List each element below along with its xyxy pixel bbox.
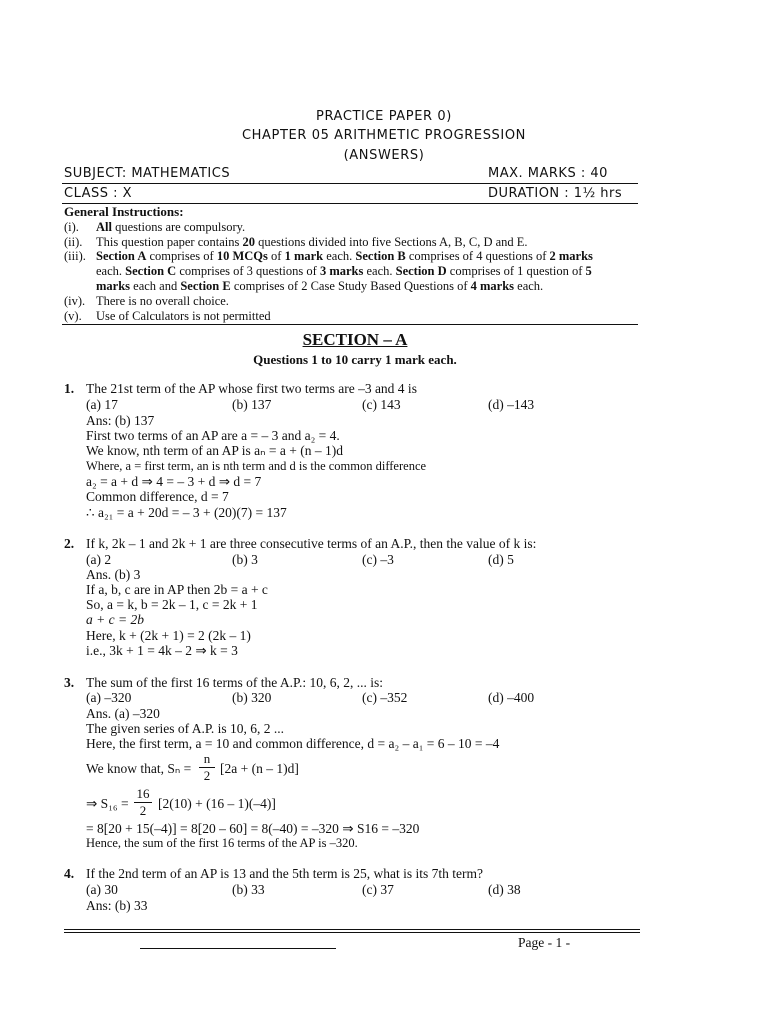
instruction-item (64, 235, 593, 250)
section-subtitle: Questions 1 to 10 carry 1 mark each. (253, 352, 457, 367)
option-b: (b) 33 (232, 882, 265, 897)
option-d: (d) –400 (488, 690, 535, 705)
option-c: (c) 143 (362, 397, 401, 412)
question-text: The 21st term of the AP whose first two terms are –3 and 4 is (86, 381, 417, 396)
solution-line: The given series of A.P. is 10, 6, 2 ... (86, 721, 284, 736)
section-title: SECTION – A (302, 330, 408, 349)
option-a: (a) –320 (86, 690, 132, 705)
solution-line: If a, b, c are in AP then 2b = a + c (86, 582, 268, 597)
answer-line: Ans. (b) 3 (86, 567, 141, 582)
formula-rhs: [2(10) + (16 – 1)(–4)] (158, 796, 276, 811)
question-text: If the 2nd term of an AP is 13 and the 5th term is 25, what is its 7th term? (86, 866, 483, 881)
instruction-text: Use of Calculators is not permitted (96, 308, 271, 323)
option-d: (d) –143 (488, 397, 535, 412)
instruction-text: This question paper contains 20 questions divided into five Sections A, B, C, D and E. (96, 234, 528, 249)
option-c: (c) –3 (362, 552, 394, 567)
option-b: (b) 137 (232, 397, 272, 412)
option-c: (c) 37 (362, 882, 394, 897)
instruction-item (64, 249, 593, 264)
paper-title: PRACTICE PAPER 0) (316, 109, 452, 124)
instructions-list (64, 220, 593, 324)
solution-line: a + c = 2b (86, 612, 144, 627)
question-number: 3. (64, 675, 75, 690)
page-number: Page - 1 - (518, 935, 571, 950)
answer-line: Ans. (a) –320 (86, 706, 160, 721)
instruction-text: There is no overall choice. (96, 293, 229, 308)
solution-line: Common difference, d = 7 (86, 489, 229, 504)
solution-line: Hence, the sum of the first 16 terms of the AP is –320. (86, 836, 358, 850)
duration-label: DURATION : 1½ hrs (488, 186, 623, 201)
solution-line: So, a = k, b = 2k – 1, c = 2k + 1 (86, 597, 258, 612)
subject-label: SUBJECT: MATHEMATICS (64, 166, 231, 181)
formula-lhs: We know that, Sₙ = (86, 761, 192, 776)
instructions-heading: General Instructions: (64, 204, 184, 219)
answer-line: Ans: (b) 33 (86, 898, 148, 913)
formula-lhs: ⇒ S₁₆ = (86, 796, 129, 811)
instruction-text: each. Section C comprises of 3 questions of 3 marks each. Section D comprises of 1 question of 5 (96, 264, 592, 279)
option-a: (a) 30 (86, 882, 118, 897)
instruction-number: (ii). (64, 234, 83, 249)
fraction-denominator: 2 (139, 803, 147, 818)
instruction-number: (v). (64, 308, 82, 323)
answer-line: Ans: (b) 137 (86, 413, 155, 428)
instruction-item (64, 309, 593, 324)
footer-signature-line (140, 948, 336, 949)
option-b: (b) 3 (232, 552, 258, 567)
option-c: (c) –352 (362, 690, 408, 705)
solution-line: Here, the first term, a = 10 and common difference, d = a₂ – a₁ = 6 – 10 = –4 (86, 736, 500, 751)
option-d: (d) 38 (488, 882, 521, 897)
instruction-item (64, 294, 593, 309)
fraction-numerator: 16 (136, 786, 150, 801)
instruction-number: (iii). (64, 249, 86, 264)
instruction-number: (i). (64, 219, 79, 234)
solution-line: ∴ a₂₁ = a + 20d = – 3 + (20)(7) = 137 (86, 505, 287, 520)
question-number: 4. (64, 866, 75, 881)
instruction-text: marks each and Section E comprises of 2 Case Study Based Questions of 4 marks each. (96, 278, 544, 293)
question-text: The sum of the first 16 terms of the A.P.: 10, 6, 2, ... is: (86, 675, 383, 690)
answers-label: (ANSWERS) (343, 148, 425, 163)
chapter-title: CHAPTER 05 ARITHMETIC PROGRESSION (242, 128, 526, 143)
option-a: (a) 2 (86, 552, 112, 567)
footer-rule-top (64, 929, 640, 930)
option-d: (d) 5 (488, 552, 514, 567)
solution-line: We know, nth term of an AP is aₙ = a + (n – 1)d (86, 443, 343, 458)
instruction-item (64, 220, 593, 235)
question-number: 2. (64, 536, 75, 551)
fraction-numerator: n (203, 751, 211, 766)
instruction-item (64, 264, 593, 279)
header-divider (62, 183, 638, 184)
footer-rule-bottom (64, 932, 640, 933)
solution-line: = 8[20 + 15(–4)] = 8[20 – 60] = 8(–40) = –320 ⇒ S16 = –320 (86, 821, 420, 836)
general-instructions (64, 205, 593, 323)
instruction-text: Section A comprises of 10 MCQs of 1 mark each. Section B comprises of 4 questions of 2 marks (96, 249, 593, 264)
solution-line: a₂ = a + d ⇒ 4 = – 3 + d ⇒ d = 7 (86, 474, 262, 489)
question-number: 1. (64, 381, 75, 396)
fraction-denominator: 2 (203, 768, 211, 783)
solution-line: i.e., 3k + 1 = 4k – 2 ⇒ k = 3 (86, 643, 238, 658)
instruction-text: All questions are compulsory. (96, 219, 246, 234)
max-marks-label: MAX. MARKS : 40 (488, 166, 608, 181)
instruction-number: (iv). (64, 293, 86, 308)
class-label: CLASS : X (64, 186, 133, 201)
instructions-divider (62, 324, 638, 325)
question-text: If k, 2k – 1 and 2k + 1 are three consecutive terms of an A.P., then the value of k is: (86, 536, 537, 551)
option-a: (a) 17 (86, 397, 118, 412)
instruction-item (64, 279, 593, 294)
solution-line: Where, a = first term, an is nth term and d is the common difference (86, 459, 427, 473)
solution-line: First two terms of an AP are a = – 3 and a₂ = 4. (86, 428, 340, 443)
formula-rhs: [2a + (n – 1)d] (220, 761, 299, 776)
option-b: (b) 320 (232, 690, 272, 705)
solution-line: Here, k + (2k + 1) = 2 (2k – 1) (86, 628, 251, 643)
